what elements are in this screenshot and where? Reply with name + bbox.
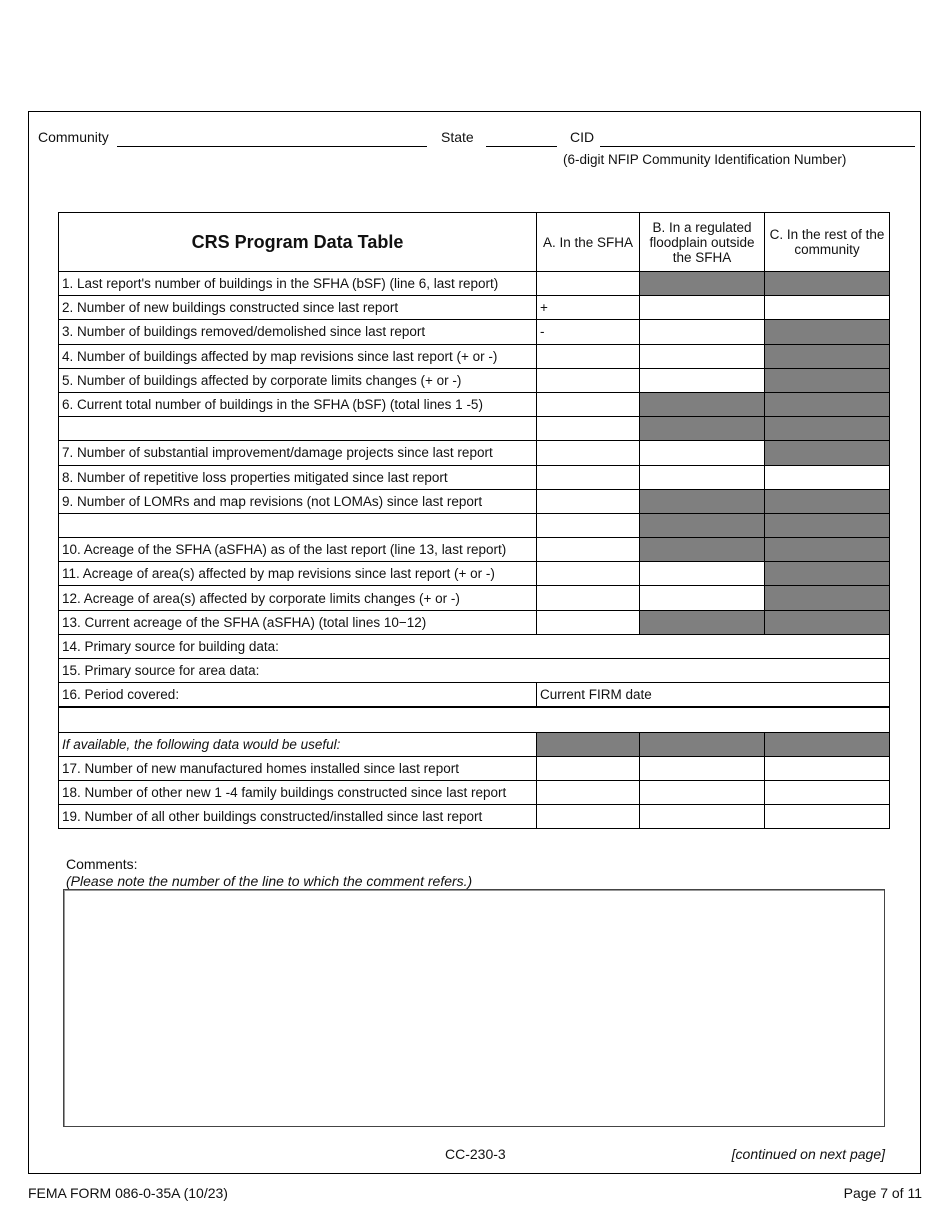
cell-a[interactable]: [537, 465, 640, 489]
table-row: [59, 756, 890, 780]
cell-a[interactable]: [537, 368, 640, 392]
cell-shaded: [640, 392, 765, 416]
row-label: 3. Number of buildings removed/demolished since last report: [59, 320, 537, 344]
cell-shaded: [640, 610, 765, 634]
table-row: [59, 732, 890, 756]
cell-a[interactable]: [537, 392, 640, 416]
cell-a[interactable]: [537, 538, 640, 562]
cell-shaded: [765, 586, 890, 610]
form-id: FEMA FORM 086-0-35A (10/23): [28, 1185, 228, 1201]
table-title: CRS Program Data Table: [59, 213, 537, 272]
cell-shaded: [640, 732, 765, 756]
cell-a[interactable]: [537, 344, 640, 368]
table-row: [59, 344, 890, 368]
row-label: 5. Number of buildings affected by corporate limits changes (+ or -): [59, 368, 537, 392]
table-row: [59, 659, 890, 683]
col-c-header: C. In the rest of the community: [765, 213, 890, 272]
cell-shaded: [765, 320, 890, 344]
comments-label-block: [66, 856, 472, 890]
table-row: [59, 441, 890, 465]
cell-c[interactable]: [765, 780, 890, 804]
cell-shaded: [765, 417, 890, 441]
cell-shaded: [640, 538, 765, 562]
state-label: State: [441, 129, 474, 145]
row-label: 1. Last report's number of buildings in the SFHA (bSF) (line 6, last report): [59, 272, 537, 296]
cell-b[interactable]: [640, 756, 765, 780]
crs-data-table: [58, 212, 890, 829]
cid-input[interactable]: [600, 146, 915, 147]
cid-note: (6-digit NFIP Community Identification Number): [563, 152, 847, 167]
cid-label: CID: [570, 129, 595, 145]
spacer-row: [59, 513, 890, 537]
table-row: [59, 465, 890, 489]
cell-shaded: [765, 392, 890, 416]
table-row: [59, 392, 890, 416]
cell-b[interactable]: [640, 805, 765, 829]
cell-c[interactable]: [765, 465, 890, 489]
period-covered-field[interactable]: Current FIRM date: [537, 683, 890, 708]
cell-shaded: [765, 732, 890, 756]
cell-shaded: [640, 489, 765, 513]
cell-shaded: [765, 513, 890, 537]
cell-b[interactable]: [640, 296, 765, 320]
cell-a[interactable]: [537, 489, 640, 513]
col-a-header: A. In the SFHA: [537, 213, 640, 272]
cell-a[interactable]: [537, 562, 640, 586]
cell-a[interactable]: [537, 805, 640, 829]
cell-a[interactable]: [537, 272, 640, 296]
spacer-row: [59, 707, 890, 732]
table-row: [59, 586, 890, 610]
cell-a[interactable]: -: [537, 320, 640, 344]
state-input[interactable]: [486, 146, 557, 147]
community-label: Community: [38, 129, 109, 145]
row-label: 2. Number of new buildings constructed since last report: [59, 296, 537, 320]
cell-shaded: [640, 417, 765, 441]
cell-c[interactable]: [765, 805, 890, 829]
comments-note: (Please note the number of the line to which the comment refers.): [66, 873, 473, 889]
table-row: [59, 780, 890, 804]
cell-shaded: [537, 732, 640, 756]
cell-b[interactable]: [640, 465, 765, 489]
table-row: [59, 634, 890, 658]
table-row: [59, 538, 890, 562]
row-label: 13. Current acreage of the SFHA (aSFHA) (total lines 10−12): [59, 610, 537, 634]
community-input[interactable]: [117, 146, 427, 147]
table-header-row: [59, 213, 890, 272]
row-label: 9. Number of LOMRs and map revisions (not LOMAs) since last report: [59, 489, 537, 513]
table-row: [59, 368, 890, 392]
cell-a[interactable]: [537, 756, 640, 780]
cell-shaded: [765, 610, 890, 634]
cell-b[interactable]: [640, 320, 765, 344]
table-row: [59, 805, 890, 829]
row-label: 8. Number of repetitive loss properties mitigated since last report: [59, 465, 537, 489]
table-row: [59, 489, 890, 513]
cell-shaded: [765, 489, 890, 513]
cell-b[interactable]: [640, 562, 765, 586]
cell-shaded: [765, 344, 890, 368]
row-label[interactable]: 15. Primary source for area data:: [59, 659, 890, 683]
cell-shaded: [765, 368, 890, 392]
row-label: 11. Acreage of area(s) affected by map revisions since last report (+ or -): [59, 562, 537, 586]
cell-a[interactable]: [537, 780, 640, 804]
cell-a[interactable]: +: [537, 296, 640, 320]
optional-note: If available, the following data would be useful:: [59, 732, 537, 756]
table-row: [59, 296, 890, 320]
cell-b[interactable]: [640, 368, 765, 392]
cell-shaded: [765, 272, 890, 296]
row-label: 16. Period covered:: [59, 683, 537, 708]
cell-a[interactable]: [537, 610, 640, 634]
cell-a[interactable]: [537, 441, 640, 465]
cell-b[interactable]: [640, 441, 765, 465]
table-row: [59, 610, 890, 634]
cell-b[interactable]: [640, 344, 765, 368]
cell-shaded: [640, 513, 765, 537]
cell-a[interactable]: [537, 586, 640, 610]
continued-note: [continued on next page]: [731, 1146, 885, 1162]
row-label: 17. Number of new manufactured homes installed since last report: [59, 756, 537, 780]
table-row: [59, 562, 890, 586]
comments-textarea[interactable]: [63, 889, 885, 1127]
cell-c[interactable]: [765, 756, 890, 780]
cell-b[interactable]: [640, 780, 765, 804]
table-row: [59, 683, 890, 708]
table-row: [59, 272, 890, 296]
form-code: CC-230-3: [445, 1146, 506, 1162]
row-label: 18. Number of other new 1 -4 family buildings constructed since last report: [59, 780, 537, 804]
row-label: 19. Number of all other buildings constructed/installed since last report: [59, 805, 537, 829]
row-label[interactable]: 14. Primary source for building data:: [59, 634, 890, 658]
row-label: 10. Acreage of the SFHA (aSFHA) as of the last report (line 13, last report): [59, 538, 537, 562]
row-label: 7. Number of substantial improvement/damage projects since last report: [59, 441, 537, 465]
cell-shaded: [765, 538, 890, 562]
spacer-row: [59, 417, 890, 441]
row-label: 6. Current total number of buildings in the SFHA (bSF) (total lines 1 -5): [59, 392, 537, 416]
comments-label: Comments:: [66, 856, 138, 872]
page-number: Page 7 of 11: [843, 1185, 922, 1201]
row-label: 12. Acreage of area(s) affected by corporate limits changes (+ or -): [59, 586, 537, 610]
table-row: [59, 320, 890, 344]
cell-b[interactable]: [640, 586, 765, 610]
cell-shaded: [765, 441, 890, 465]
col-b-header: B. In a regulated floodplain outside the SFHA: [640, 213, 765, 272]
cell-c[interactable]: [765, 296, 890, 320]
row-label: 4. Number of buildings affected by map revisions since last report (+ or -): [59, 344, 537, 368]
cell-shaded: [640, 272, 765, 296]
cell-shaded: [765, 562, 890, 586]
